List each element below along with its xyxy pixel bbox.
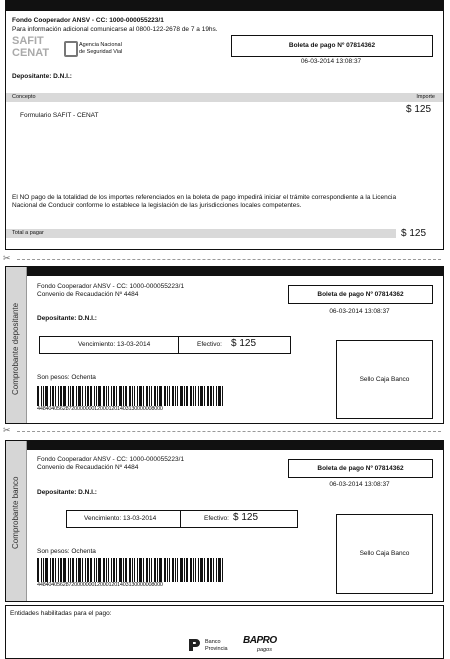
- info-line: Para información adicional comunicarse al 0800-122-2678 de 7 a 19hs.: [12, 26, 218, 33]
- barcode-bar: [82, 386, 83, 406]
- barcode-bar: [108, 386, 109, 406]
- bank-stamp-label: Sello Caja Banco: [359, 550, 410, 557]
- side-label: Comprobante depositante: [11, 302, 20, 395]
- barcode-bar: [87, 558, 89, 582]
- barcode-bar: [167, 558, 168, 582]
- bank2-name: BAPRO: [243, 635, 277, 646]
- barcode-bar: [159, 558, 162, 582]
- concepto-header-band: [6, 93, 443, 102]
- efectivo-value: $ 125: [231, 338, 257, 349]
- fund-header: Fondo Cooperador ANSV - CC: 1000-000055223/1: [37, 456, 185, 463]
- barcode-bars: [37, 386, 227, 406]
- cut-line-2: [3, 426, 443, 436]
- barcode-bar: [213, 558, 214, 582]
- barcode-bar: [172, 558, 174, 582]
- barcode-bar: [134, 386, 135, 406]
- agency-emblem-icon: [64, 41, 78, 57]
- efectivo-label: Efectivo:: [204, 515, 229, 522]
- barcode-bar: [143, 386, 144, 406]
- vencimiento: Vencimiento: 13-03-2014: [84, 515, 157, 522]
- bank-stamp-box: [336, 514, 433, 594]
- bapro-logo: [243, 635, 283, 657]
- vencimiento: Vencimiento: 13-03-2014: [78, 341, 151, 348]
- barcode-bar: [200, 558, 203, 582]
- barcode-bar: [37, 558, 39, 582]
- barcode-bar: [180, 558, 183, 582]
- barcode-bar: [204, 386, 205, 406]
- barcode-bar: [70, 558, 71, 582]
- barcode-bar: [222, 558, 223, 582]
- barcode-bar: [175, 558, 176, 582]
- barcode-bar: [103, 386, 105, 406]
- header-bar: [27, 267, 443, 276]
- barcode-bar: [50, 558, 51, 582]
- barcode-bar: [98, 386, 101, 406]
- total-value: $ 125: [401, 228, 427, 239]
- logo-cenat: CENAT: [12, 47, 50, 59]
- barcode-bar: [193, 558, 194, 582]
- dashed-line: [17, 431, 441, 432]
- boleta-number: Boleta de pago Nº 07814362: [317, 465, 404, 472]
- importe-header: Importe: [416, 94, 435, 100]
- barcode-bar: [90, 558, 92, 582]
- total-band: [6, 229, 396, 238]
- concepto-item: Formulario SAFIT - CENAT: [20, 112, 99, 119]
- barcode-bar: [113, 558, 115, 582]
- receipt-banco: [5, 440, 444, 602]
- barcode-bar: [119, 386, 122, 406]
- son-pesos: Son pesos: Ochenta: [37, 374, 96, 381]
- header-bar: [27, 441, 443, 450]
- barcode-bar: [139, 386, 142, 406]
- importe-value: $ 125: [406, 104, 432, 115]
- barcode-bar: [132, 386, 133, 406]
- barcode-number: 44840405628720000000120001201403130000008000: [37, 406, 163, 412]
- barcode-bar: [159, 386, 162, 406]
- barcode-bar: [146, 386, 148, 406]
- barcode-bar: [106, 386, 107, 406]
- barcode-bar: [63, 558, 66, 582]
- barcode-bar: [195, 558, 196, 582]
- barcode-bar: [149, 386, 150, 406]
- barcode-bar: [90, 386, 92, 406]
- barcode-bar: [111, 558, 112, 582]
- barcode-bar: [129, 558, 131, 582]
- barcode-bar: [172, 386, 174, 406]
- barcode-bar: [119, 558, 122, 582]
- barcode-bar: [78, 558, 81, 582]
- barcode-bar: [180, 386, 183, 406]
- barcode-bar: [204, 558, 205, 582]
- barcode: [37, 386, 227, 413]
- barcode-bar: [70, 386, 71, 406]
- barcode-bar: [137, 386, 138, 406]
- datetime: 06-03-2014 13:08:37: [329, 308, 390, 315]
- boleta-box: [288, 285, 433, 304]
- barcode-bar: [111, 386, 112, 406]
- fund-header: Fondo Cooperador ANSV - CC: 1000-000055223/1: [12, 17, 164, 24]
- barcode-bar: [85, 558, 86, 582]
- barcode-bar: [43, 558, 44, 582]
- barcode-bar: [41, 558, 42, 582]
- barcode-bar: [94, 558, 95, 582]
- barcode-bar: [186, 386, 188, 406]
- concepto-header: Concepto: [12, 94, 36, 100]
- receipt-depositante: [5, 266, 444, 424]
- barcode-bar: [78, 386, 81, 406]
- bank1-line1: Banco: [205, 639, 221, 645]
- barcode-bar: [87, 386, 89, 406]
- payment-row: [66, 510, 298, 528]
- barcode-bar: [151, 386, 152, 406]
- barcode-bar: [41, 386, 42, 406]
- depositante: Depositante: D.N.I.:: [37, 489, 97, 496]
- barcode-bar: [154, 386, 156, 406]
- banco-provincia-logo: [186, 636, 236, 656]
- bank-stamp-label: Sello Caja Banco: [359, 376, 410, 383]
- row-divider: [180, 511, 181, 527]
- barcode-bar: [195, 386, 196, 406]
- barcode-bar: [164, 558, 166, 582]
- barcode-bar: [125, 558, 127, 582]
- barcode-bar: [116, 558, 117, 582]
- barcode-bar: [72, 386, 74, 406]
- barcode-bar: [113, 386, 115, 406]
- barcode-bar: [146, 558, 148, 582]
- barcode-bar: [184, 558, 185, 582]
- barcode-bar: [193, 386, 194, 406]
- barcode-bar: [200, 386, 203, 406]
- barcode-bar: [85, 386, 86, 406]
- bank1-line2: Provincia: [205, 646, 228, 652]
- boleta-box: [288, 459, 433, 478]
- agency-line2: de Seguridad Vial: [79, 49, 123, 55]
- barcode-bar: [139, 558, 142, 582]
- barcode-bar: [76, 558, 77, 582]
- entidades-section: [5, 605, 444, 659]
- datetime: 06-03-2014 13:08:37: [300, 58, 362, 65]
- side-label: Comprobante banco: [11, 476, 20, 549]
- convenio: Convenio de Recaudación Nº 4484: [37, 291, 139, 298]
- efectivo-label: Efectivo:: [197, 341, 222, 348]
- depositante: Depositante: D.N.I.:: [12, 73, 72, 80]
- barcode-bar: [68, 558, 69, 582]
- barcode-bars: [37, 558, 227, 582]
- barcode-bar: [177, 558, 178, 582]
- fund-header: Fondo Cooperador ANSV - CC: 1000-000055223/1: [37, 283, 185, 290]
- barcode-bar: [37, 386, 39, 406]
- barcode-bar: [116, 386, 117, 406]
- scissors-icon: ✂: [3, 253, 11, 263]
- barcode-bar: [157, 558, 158, 582]
- barcode-bar: [45, 558, 48, 582]
- logo-safit: SAFIT: [12, 35, 44, 47]
- barcode-bar: [60, 558, 62, 582]
- barcode-bar: [154, 558, 156, 582]
- agency-line1: Agencia Nacional: [79, 42, 122, 48]
- bank-stamp-box: [336, 340, 433, 419]
- barcode-bar: [55, 386, 56, 406]
- barcode-bar: [167, 386, 168, 406]
- barcode-bar: [175, 386, 176, 406]
- barcode-bar: [210, 386, 212, 406]
- total-label: Total a pagar: [12, 230, 44, 236]
- datetime: 06-03-2014 13:08:37: [329, 481, 390, 488]
- barcode-bar: [108, 558, 109, 582]
- barcode-bar: [149, 558, 150, 582]
- barcode-bar: [207, 558, 209, 582]
- barcode-bar: [132, 558, 133, 582]
- payment-notice: El NO pago de la totalidad de los importes referenciados en la boleta de pago impedirá iniciar el trámite correspondiente a la Licencia Nacional de Conducir conforme lo establece la legislación de las jurisdicciones locales competentes.: [12, 194, 397, 209]
- barcode-bar: [190, 386, 192, 406]
- barcode-bar: [169, 386, 170, 406]
- bank2-sub: pagos: [257, 647, 272, 653]
- barcode-bar: [52, 558, 54, 582]
- depositante: Depositante: D.N.I.:: [37, 315, 97, 322]
- safit-cenat-logo: [12, 35, 142, 65]
- banco-provincia-icon: [186, 637, 202, 653]
- barcode-bar: [177, 386, 178, 406]
- barcode-bar: [76, 386, 77, 406]
- barcode-bar: [218, 386, 221, 406]
- efectivo-value: $ 125: [233, 512, 259, 523]
- barcode-bar: [137, 558, 138, 582]
- barcode-bar: [60, 386, 62, 406]
- barcode-bar: [169, 558, 170, 582]
- row-divider: [178, 337, 179, 353]
- barcode-bar: [98, 558, 101, 582]
- barcode-bar: [123, 558, 124, 582]
- dashed-line: [17, 259, 441, 260]
- boleta-number: Boleta de pago Nº 07814362: [317, 291, 404, 298]
- barcode-bar: [45, 386, 48, 406]
- side-band: [6, 441, 27, 601]
- barcode-bar: [198, 386, 199, 406]
- barcode-bar: [157, 386, 158, 406]
- side-band: [6, 267, 27, 423]
- barcode-bar: [103, 558, 105, 582]
- barcode-bar: [213, 386, 214, 406]
- barcode-bar: [129, 386, 131, 406]
- barcode-bar: [72, 558, 74, 582]
- entidades-label: Entidades habilitadas para el pago:: [10, 610, 112, 617]
- barcode-bar: [125, 386, 127, 406]
- barcode-bar: [143, 558, 144, 582]
- cut-line-1: [3, 254, 443, 264]
- barcode-bar: [106, 558, 107, 582]
- barcode-bar: [63, 386, 66, 406]
- convenio: Convenio de Recaudación Nº 4484: [37, 464, 139, 471]
- barcode-bar: [58, 386, 59, 406]
- barcode-bar: [164, 386, 166, 406]
- barcode-bar: [216, 386, 217, 406]
- barcode-bar: [184, 386, 185, 406]
- scissors-icon: ✂: [3, 425, 11, 435]
- receipt-main: [5, 0, 444, 250]
- barcode-bar: [94, 386, 95, 406]
- barcode-number: 44840405628720000000120001201403130000008000: [37, 582, 163, 588]
- barcode-bar: [218, 558, 221, 582]
- barcode-bar: [151, 558, 152, 582]
- barcode-bar: [216, 558, 217, 582]
- barcode-bar: [210, 558, 212, 582]
- barcode-bar: [190, 558, 192, 582]
- barcode: [37, 558, 227, 589]
- son-pesos: Son pesos: Ochenta: [37, 548, 96, 555]
- barcode-bar: [207, 386, 209, 406]
- barcode-bar: [68, 386, 69, 406]
- barcode-bar: [52, 386, 54, 406]
- barcode-bar: [123, 386, 124, 406]
- barcode-bar: [43, 386, 44, 406]
- barcode-bar: [50, 386, 51, 406]
- barcode-bar: [82, 558, 83, 582]
- payment-row: [39, 336, 291, 354]
- barcode-bar: [134, 558, 135, 582]
- boleta-box: [231, 35, 433, 57]
- barcode-bar: [186, 558, 188, 582]
- barcode-bar: [198, 558, 199, 582]
- barcode-bar: [58, 558, 59, 582]
- header-bar: [6, 1, 443, 11]
- barcode-bar: [55, 558, 56, 582]
- barcode-bar: [96, 386, 97, 406]
- barcode-bar: [96, 558, 97, 582]
- barcode-bar: [222, 386, 223, 406]
- boleta-number: Boleta de pago Nº 07814362: [288, 42, 376, 49]
